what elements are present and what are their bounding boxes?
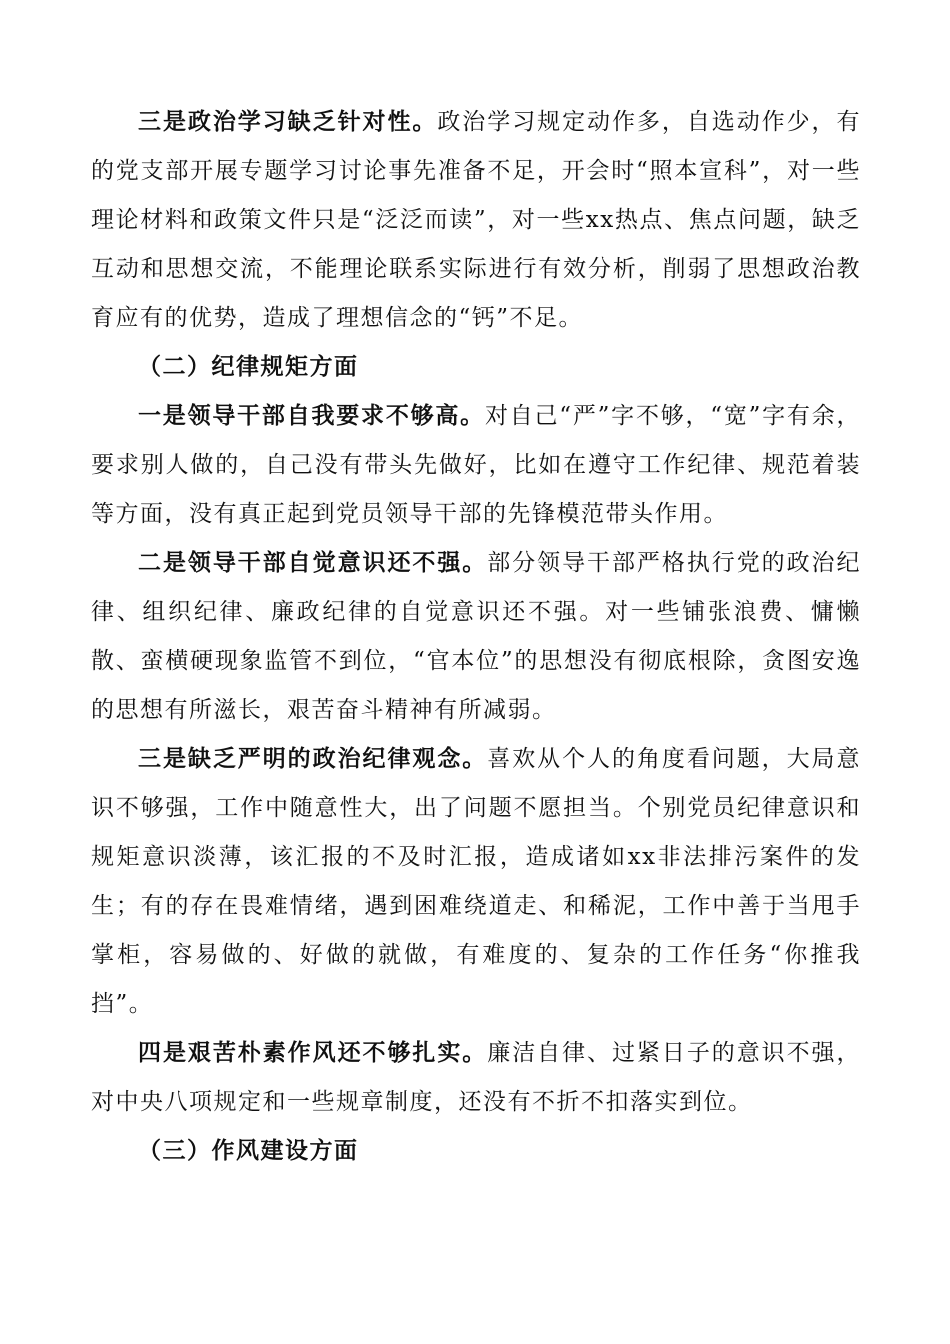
paragraph-lead: 四是艰苦朴素作风还不够扎实。 (138, 1040, 488, 1066)
paragraph-self-awareness (91, 539, 861, 735)
section-heading-work-style: （三）作风建设方面 (138, 1138, 359, 1164)
paragraph-self-requirement (91, 392, 861, 539)
paragraph-political-study (91, 98, 861, 343)
document-body (91, 98, 861, 1176)
paragraph-discipline-concept (91, 735, 861, 1029)
paragraph-text: 政治学习规定动作多，自选动作少，有的党支部开展专题学习讨论事先准备不足，开会时“照本宣科”，对一些理论材料和政策文件只是“泛泛而读”，对一些xx热点、焦点问题，缺乏互动和思想交流，不能理论联系实际进行有效分析，削弱了思想政治教育应有的优势，造成了理想信念的“钙”不足。 (91, 109, 862, 331)
paragraph-text: 对自己“严”字不够，“宽”字有余，要求别人做的，自己没有带头先做好，比如在遵守工作纪律、规范着装等方面，没有真正起到党员领导干部的先锋模范带头作用。 (91, 403, 861, 527)
paragraph-text: 廉洁自律、过紧日子的意识不强，对中央八项规定和一些规章制度，还没有不折不扣落实到位。 (91, 1040, 862, 1115)
section-heading-discipline: （二）纪律规矩方面 (138, 354, 359, 380)
paragraph-text: 部分领导干部严格执行党的政治纪律、组织纪律、廉政纪律的自觉意识还不强。对一些铺张浪费、慵懒散、蛮横硬现象监管不到位，“官本位”的思想没有彻底根除，贪图安逸的思想有所滋长，艰苦奋斗精神有所减弱。 (91, 550, 862, 723)
paragraph-lead: 一是领导干部自我要求不够高。 (138, 403, 485, 429)
paragraph-lead: 二是领导干部自觉意识还不强。 (138, 550, 488, 576)
paragraph-text: 喜欢从个人的角度看问题，大局意识不够强，工作中随意性大，出了问题不愿担当。个别党员纪律意识和规矩意识淡薄，该汇报的不及时汇报，造成诸如xx非法排污案件的发生；有的存在畏难情绪，遇到困难绕道走、和稀泥，工作中善于当甩手掌柜，容易做的、好做的就做，有难度的、复杂的工作任务“你推我挡”。 (91, 746, 862, 1017)
paragraph-lead: 三是缺乏严明的政治纪律观念。 (138, 746, 488, 772)
paragraph-frugal-style (91, 1029, 861, 1127)
paragraph-lead: 三是政治学习缺乏针对性。 (138, 109, 438, 135)
